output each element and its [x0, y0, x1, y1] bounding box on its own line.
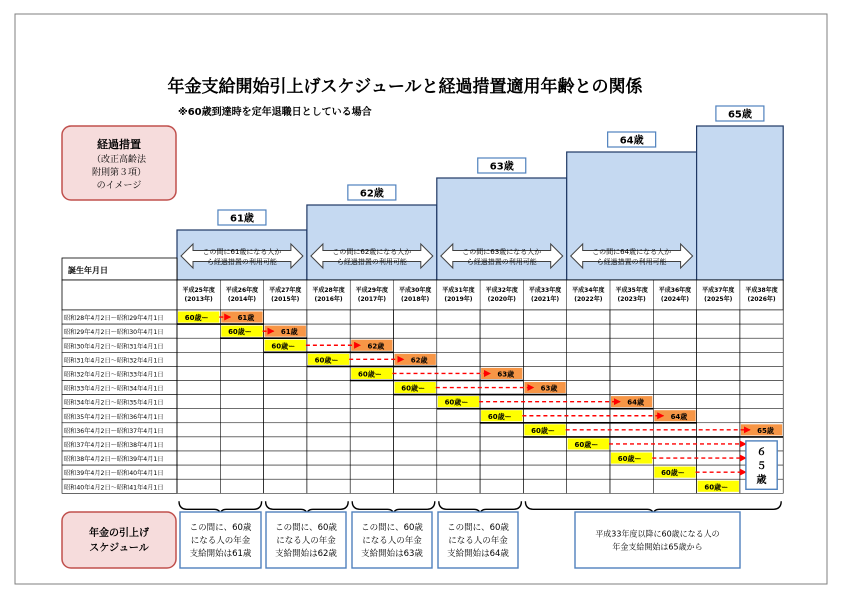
start-label: 60歳ー	[184, 314, 209, 323]
grid-cell	[307, 479, 350, 493]
end-label: 62歳	[367, 342, 385, 351]
grid-cell	[653, 310, 696, 324]
year-header-2: 平成26年度	[225, 287, 259, 294]
grid-cell	[437, 465, 480, 479]
grid-cell	[177, 381, 220, 395]
grid-cell	[437, 479, 480, 493]
year-header-14: 平成38年度	[745, 287, 778, 294]
year-header-13: 平成37年度	[702, 287, 735, 294]
grid-cell	[653, 381, 696, 395]
start-label: 60歳ー	[617, 455, 642, 464]
grid-cell	[653, 366, 696, 380]
grid-cell	[307, 366, 350, 380]
grid-cell	[567, 381, 610, 395]
grid-cell	[740, 338, 783, 352]
grid-cell	[264, 437, 307, 451]
grid-cell	[523, 324, 566, 338]
grid-cell	[567, 451, 610, 465]
age-label-1: 61歳	[229, 213, 254, 225]
grid-cell	[610, 381, 653, 395]
year-subheader-10: (2022年)	[574, 296, 603, 303]
grid-cell	[220, 437, 263, 451]
grid-cell	[653, 324, 696, 338]
grid-cell	[220, 366, 263, 380]
grid-cell	[567, 310, 610, 324]
year-subheader-1: (2013年)	[184, 296, 213, 303]
row-label-5: 昭和32年4月2日～昭和33年4月1日	[64, 371, 164, 379]
year-header-11: 平成35年度	[615, 287, 648, 294]
page-title: 年金支給開始引上げスケジュールと経過措置適用年齢との関係	[167, 77, 643, 97]
grid-cell	[523, 451, 566, 465]
year-subheader-12: (2024年)	[660, 296, 690, 303]
grid-cell	[697, 381, 740, 395]
measure-box-line-1: 経過措置	[97, 138, 141, 151]
stage-note-line-1: この間に62歳になる人か	[332, 248, 412, 256]
year-header-1: 平成25年度	[182, 287, 215, 294]
schedule-note-text: 支給開始は61歳	[189, 549, 252, 559]
age-65-box-char: ５	[756, 460, 767, 472]
grid-cell	[394, 338, 437, 352]
grid-cell	[264, 310, 307, 324]
row-label-8: 昭和35年4月2日～昭和36年4月1日	[64, 413, 164, 421]
stage-block-5	[697, 126, 784, 280]
grid-cell	[177, 352, 220, 366]
birth-header: 誕生年月日	[68, 266, 108, 275]
year-subheader-2: (2014年)	[227, 296, 257, 303]
grid-cell	[567, 324, 610, 338]
grid-cell	[307, 423, 350, 437]
schedule-note-text: 支給開始は64歳	[447, 549, 509, 559]
grid-cell	[653, 479, 696, 493]
grid-cell	[307, 465, 350, 479]
grid-cell	[697, 338, 740, 352]
stage-note-line-1: この間に61歳になる人か	[202, 248, 282, 256]
grid-cell	[740, 395, 783, 409]
schedule-note-text: になる人の年金	[276, 536, 336, 546]
grid-cell	[264, 479, 307, 493]
row-label-10: 昭和37年4月2日～昭和38年4月1日	[64, 442, 164, 449]
start-label: 60歳ー	[487, 412, 512, 421]
stage-note-line-2: ら経過措置の利用可能	[596, 258, 667, 266]
grid-cell	[264, 423, 307, 437]
schedule-box-line-1: 年金の引上げ	[89, 528, 149, 539]
grid-cell	[480, 465, 523, 479]
year-subheader-5: (2017年)	[357, 296, 386, 303]
row-label-11: 昭和38年4月2日～昭和39年4月1日	[64, 456, 164, 464]
grid-cell	[220, 381, 263, 395]
start-label: 60歳ー	[531, 426, 555, 435]
grid-cell	[523, 310, 566, 324]
schedule-note-text: 平成33年度以降に60歳になる人の	[595, 529, 720, 539]
grid-cell	[307, 437, 350, 451]
grid-cell	[264, 395, 307, 409]
end-label: 61歳	[280, 328, 298, 337]
row-label-3: 昭和30年4月2日～昭和31年4月1日	[64, 343, 164, 351]
grid-cell	[350, 395, 393, 409]
start-label: 60歳ー	[661, 469, 685, 478]
end-label: 63歳	[540, 384, 558, 393]
grid-cell	[480, 324, 523, 338]
grid-cell	[264, 366, 307, 380]
grid-cell	[350, 409, 393, 423]
row-label-7: 昭和34年4月2日～昭和35年4月1日	[64, 399, 164, 407]
row-label-2: 昭和29年4月2日～昭和30年4月1日	[64, 329, 164, 337]
year-subheader-6: (2018年)	[401, 296, 430, 303]
grid-cell	[350, 437, 393, 451]
year-subheader-14: (2026年)	[747, 296, 776, 303]
grid-cell	[394, 395, 437, 409]
grid-cell	[177, 338, 220, 352]
grid-cell	[437, 338, 480, 352]
schedule-note-text: 支給開始は63歳	[361, 549, 423, 559]
schedule-note-text: になる人の年金	[362, 536, 422, 546]
grid-cell	[740, 352, 783, 366]
end-label: 61歳	[237, 314, 255, 323]
grid-cell	[523, 465, 566, 479]
grid-cell	[220, 479, 263, 493]
grid-cell	[480, 451, 523, 465]
grid-cell	[610, 310, 653, 324]
grid-cell	[523, 437, 566, 451]
start-label: 60歳ー	[271, 342, 296, 351]
stage-note-line-2: ら経過措置の利用可能	[206, 258, 277, 266]
grid-cell	[610, 352, 653, 366]
grid-cell	[177, 366, 220, 380]
grid-cell	[177, 395, 220, 409]
grid-cell	[394, 423, 437, 437]
grid-cell	[264, 352, 307, 366]
grid-cell	[437, 423, 480, 437]
grid-cell	[653, 352, 696, 366]
grid-cell	[220, 409, 263, 423]
grid-cell	[307, 451, 350, 465]
grid-cell	[697, 395, 740, 409]
grid-cell	[653, 338, 696, 352]
grid-cell	[480, 352, 523, 366]
grid-cell	[523, 338, 566, 352]
year-subheader-13: (2025年)	[704, 296, 733, 303]
grid-cell	[653, 395, 696, 409]
grid-cell	[264, 465, 307, 479]
grid-cell	[697, 324, 740, 338]
grid-cell	[567, 366, 610, 380]
grid-cell	[740, 366, 783, 380]
grid-cell	[697, 366, 740, 380]
end-label: 63歳	[497, 370, 515, 379]
age-label-2: 62歳	[359, 188, 384, 200]
grid-cell	[394, 324, 437, 338]
grid-cell	[523, 352, 566, 366]
grid-cell	[220, 451, 263, 465]
grid-cell	[567, 479, 610, 493]
grid-cell	[480, 479, 523, 493]
start-label: 60歳ー	[401, 384, 426, 393]
grid-cell	[740, 381, 783, 395]
age-label-5: 65歳	[727, 109, 752, 121]
grid-cell	[177, 479, 220, 493]
stage-block-2	[307, 205, 437, 280]
schedule-note-text: この間に、60歳	[447, 523, 509, 533]
schedule-note-text: 年金支給開始は65歳から	[612, 542, 703, 552]
grid-cell	[350, 451, 393, 465]
year-header-8: 平成32年度	[485, 287, 518, 294]
grid-cell	[523, 479, 566, 493]
end-label: 65歳	[757, 426, 774, 435]
grid-cell	[350, 465, 393, 479]
year-header-10: 平成34年度	[572, 287, 605, 294]
grid-cell	[350, 423, 393, 437]
schedule-box	[62, 512, 176, 568]
row-label-6: 昭和33年4月2日～昭和34年4月1日	[64, 385, 164, 393]
stage-note-line-1: この間に63歳になる人か	[462, 248, 542, 256]
measure-box-line-4: のイメージ	[96, 181, 142, 191]
grid-cell	[480, 310, 523, 324]
year-header-5: 平成29年度	[355, 287, 389, 294]
grid-cell	[437, 324, 480, 338]
grid-cell	[394, 465, 437, 479]
grid-cell	[610, 324, 653, 338]
grid-cell	[307, 395, 350, 409]
year-subheader-3: (2015年)	[271, 296, 300, 303]
schedule-box-line-2: スケジュール	[89, 543, 149, 554]
grid-cell	[567, 352, 610, 366]
row-label-12: 昭和39年4月2日～昭和40年4月1日	[64, 470, 164, 478]
schedule-note-text: この間に、60歳	[189, 523, 252, 533]
row-label-1: 昭和28年4月2日～昭和29年4月1日	[64, 315, 164, 323]
year-subheader-8: (2020年)	[487, 296, 516, 303]
grid-cell	[350, 310, 393, 324]
grid-cell	[437, 409, 480, 423]
year-header-4: 平成28年度	[312, 287, 345, 294]
grid-cell	[307, 381, 350, 395]
grid-cell	[264, 409, 307, 423]
grid-cell	[740, 409, 783, 423]
grid-cell	[610, 366, 653, 380]
grid-cell	[567, 338, 610, 352]
year-subheader-9: (2021年)	[530, 296, 560, 303]
row-label-13: 昭和40年4月2日～昭和41年4月1日	[64, 484, 164, 492]
grid-cell	[480, 437, 523, 451]
grid-cell	[697, 352, 740, 366]
grid-cell	[480, 423, 523, 437]
year-subheader-7: (2019年)	[444, 296, 473, 303]
start-label: 60歳ー	[357, 370, 382, 379]
stage-note-line-2: ら経過措置の利用可能	[336, 258, 407, 266]
start-label: 60歳ー	[444, 398, 469, 407]
end-label: 62歳	[410, 356, 428, 365]
grid-cell	[350, 381, 393, 395]
grid-cell	[220, 352, 263, 366]
grid-cell	[394, 479, 437, 493]
schedule-note-text: この間に、60歳	[275, 523, 337, 533]
grid-cell	[697, 423, 740, 437]
start-label: 60歳ー	[704, 483, 729, 492]
grid-cell	[523, 366, 566, 380]
schedule-note-text: になる人の年金	[448, 536, 508, 546]
year-subheader-4: (2016年)	[314, 296, 343, 303]
year-header-row	[62, 280, 783, 310]
year-header-6: 平成30年度	[398, 287, 432, 294]
grid-cell	[307, 409, 350, 423]
row-label-9: 昭和36年4月2日～昭和37年4月1日	[64, 427, 164, 435]
end-label: 64歳	[670, 412, 688, 421]
year-subheader-11: (2023年)	[617, 296, 646, 303]
age-label-3: 63歳	[489, 161, 514, 173]
grid-cell	[177, 409, 220, 423]
age-65-box-char: ６	[756, 446, 767, 458]
grid-cell	[220, 395, 263, 409]
start-label: 60歳ー	[314, 356, 339, 365]
grid-cell	[177, 451, 220, 465]
age-65-box-char: 歳	[756, 474, 767, 486]
grid-cell	[567, 465, 610, 479]
grid-cell	[307, 310, 350, 324]
year-header-9: 平成33年度	[528, 287, 562, 294]
start-label: 60歳ー	[228, 328, 252, 337]
grid-cell	[264, 381, 307, 395]
age-label-4: 64歳	[619, 135, 644, 147]
grid-cell	[394, 451, 437, 465]
grid-cell	[177, 324, 220, 338]
grid-cell	[740, 324, 783, 338]
grid-cell	[610, 479, 653, 493]
measure-box-line-2: （改正高齢法	[91, 155, 147, 165]
schedule-note-text: 支給開始は62歳	[275, 549, 337, 559]
end-label: 64歳	[627, 398, 645, 407]
stage-note-line-1: この間に64歳になる人か	[592, 248, 672, 256]
stage-note-line-2: ら経過措置の利用可能	[466, 258, 537, 266]
grid-cell	[394, 437, 437, 451]
grid-cell	[177, 465, 220, 479]
row-label-4: 昭和31年4月2日～昭和32年4月1日	[64, 357, 164, 365]
grid-cell	[394, 409, 437, 423]
subtitle: ※60歳到達時を定年退職日としている場合	[178, 107, 372, 118]
grid-cell	[697, 409, 740, 423]
grid-cell	[480, 338, 523, 352]
grid-cell	[220, 423, 263, 437]
year-header-3: 平成27年度	[269, 287, 302, 294]
grid-cell	[697, 310, 740, 324]
grid-cell	[264, 451, 307, 465]
grid-cell	[740, 310, 783, 324]
grid-cell	[220, 465, 263, 479]
grid-cell	[307, 324, 350, 338]
grid-cell	[437, 352, 480, 366]
schedule-note-text: この間に、60歳	[361, 523, 423, 533]
year-header-12: 平成36年度	[658, 287, 692, 294]
grid-cell	[610, 338, 653, 352]
grid-cell	[350, 324, 393, 338]
grid-cell	[350, 479, 393, 493]
schedule-note-box-5	[575, 512, 740, 568]
grid-cell	[437, 437, 480, 451]
grid-cell	[177, 437, 220, 451]
grid-cell	[437, 451, 480, 465]
grid-cell	[220, 338, 263, 352]
grid-cell	[177, 423, 220, 437]
measure-box-line-3: 附則第３項）	[91, 168, 147, 178]
start-label: 60歳ー	[574, 441, 599, 449]
grid-cell	[610, 465, 653, 479]
grid-cell	[394, 310, 437, 324]
grid-cell	[437, 310, 480, 324]
schedule-note-text: になる人の年金	[190, 536, 251, 546]
year-header-7: 平成31年度	[442, 287, 475, 294]
